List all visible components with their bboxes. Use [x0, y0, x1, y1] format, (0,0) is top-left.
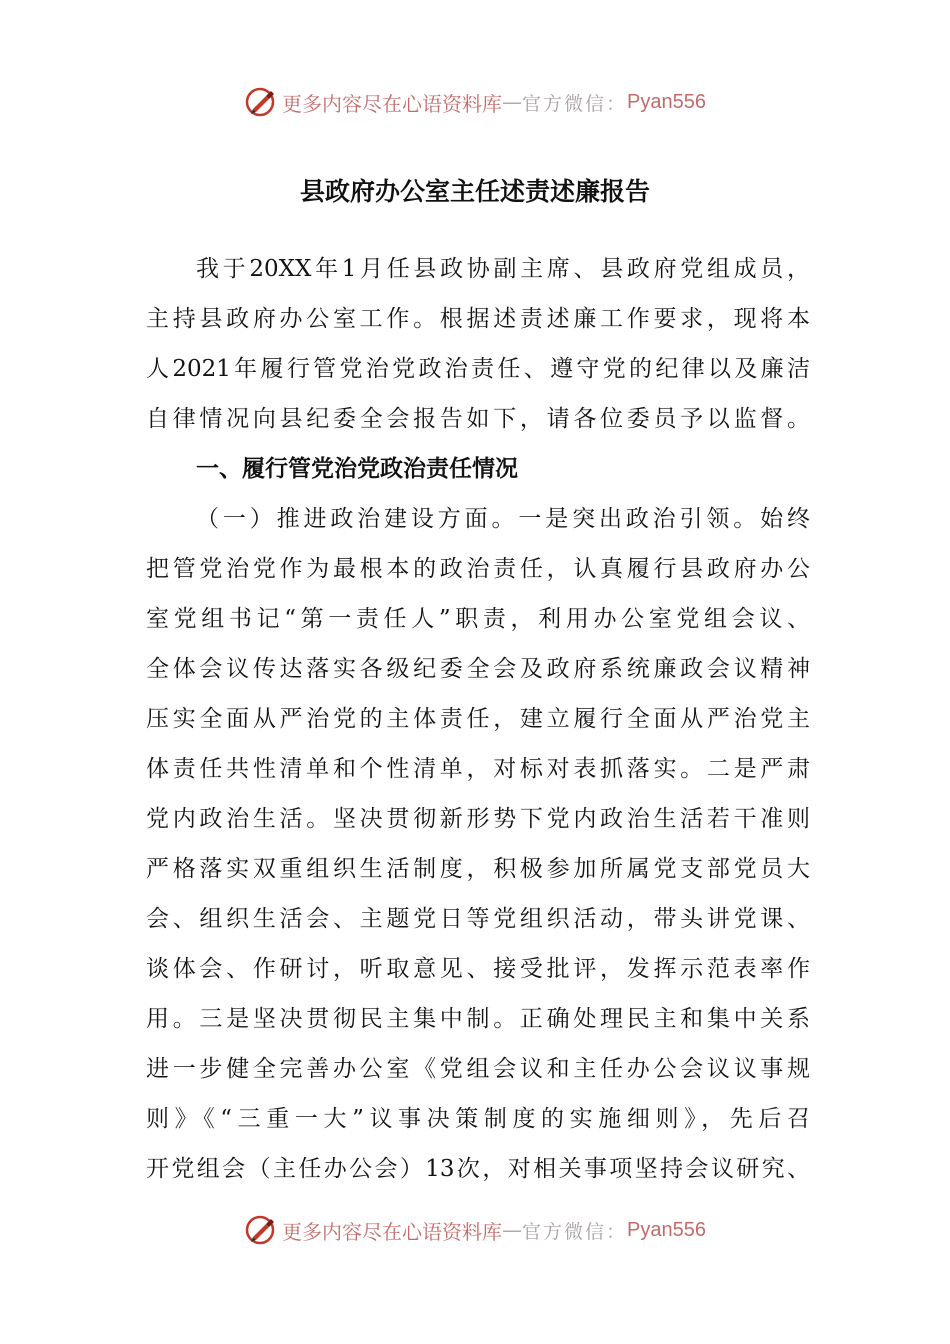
body-line: 党内政治生活。坚决贯彻新形势下党内政治生活若干准则	[146, 806, 810, 832]
body-line: 把管党治党作为最根本的政治责任，认真履行县政府办公	[146, 556, 810, 582]
body-line: 严格落实双重组织生活制度，积极参加所属党支部党员大	[146, 856, 810, 882]
body-line: 进一步健全完善办公室《党组会议和主任办公会议议事规	[146, 1056, 810, 1082]
body-line: 室党组书记“第一责任人”职责，利用办公室党组会议、	[146, 606, 810, 632]
watermark-wechat-id: Pyan556	[627, 90, 706, 113]
body-line: 会、组织生活会、主题党日等党组织活动，带头讲党课、	[146, 906, 810, 932]
watermark-wechat-id: Pyan556	[627, 1218, 706, 1241]
pen-logo-icon	[244, 1213, 278, 1247]
watermark-wechat-label: 官方微信：	[522, 92, 628, 115]
pen-logo-icon	[244, 85, 278, 119]
body-line: 谈体会、作研讨，听取意见、接受批评，发挥示范表率作	[146, 956, 810, 982]
watermark-slogan: 更多内容尽在心语资料库	[282, 91, 502, 116]
body-line: 开党组会（主任办公会）13次，对相关事项坚持会议研究、	[146, 1156, 810, 1182]
body-line: （一）推进政治建设方面。一是突出政治引领。始终	[196, 506, 810, 532]
body-line: 人2021年履行管党治党政治责任、遵守党的纪律以及廉洁	[146, 356, 810, 382]
document-title: 县政府办公室主任述责述廉报告	[299, 177, 650, 206]
watermark-wechat-label: 官方微信：	[522, 1220, 628, 1243]
body-line: 全体会议传达落实各级纪委全会及政府系统廉政会议精神	[146, 656, 810, 682]
body-line: 用。三是坚决贯彻民主集中制。正确处理民主和集中关系	[146, 1006, 810, 1032]
body-line: 体责任共性清单和个性清单，对标对表抓落实。二是严肃	[146, 756, 810, 782]
footer-watermark	[0, 1210, 950, 1250]
watermark-slogan: 更多内容尽在心语资料库	[282, 1219, 502, 1244]
header-watermark	[0, 82, 950, 122]
body-line: 我于20XX年1月任县政协副主席、县政府党组成员，	[196, 256, 810, 282]
section-heading: 一、履行管党治党政治责任情况	[196, 456, 518, 482]
body-line: 自律情况向县纪委全会报告如下，请各位委员予以监督。	[146, 406, 810, 432]
body-line: 压实全面从严治党的主体责任，建立履行全面从严治党主	[146, 706, 810, 732]
watermark-dash: —	[502, 90, 522, 114]
body-line: 主持县政府办公室工作。根据述责述廉工作要求，现将本	[146, 306, 810, 332]
watermark-dash: —	[502, 1218, 522, 1242]
body-line: 则》《“三重一大”议事决策制度的实施细则》，先后召	[146, 1106, 810, 1132]
